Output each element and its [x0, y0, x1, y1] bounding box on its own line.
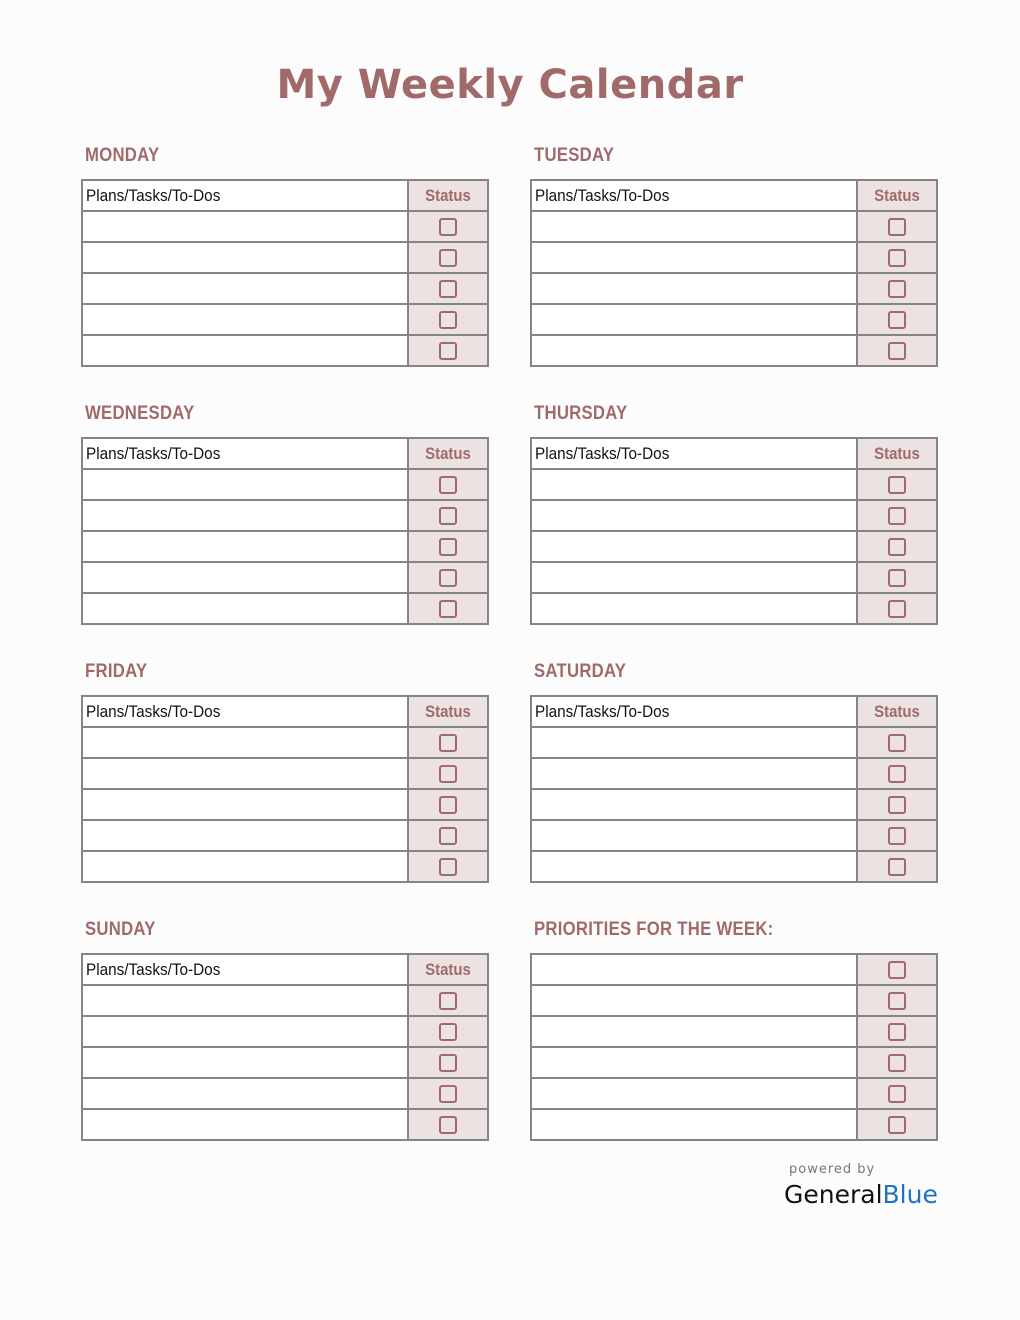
- status-checkbox[interactable]: [439, 827, 457, 845]
- day-block-saturday-label: SATURDAY: [534, 661, 627, 682]
- status-cell: [857, 985, 937, 1016]
- task-entry-field[interactable]: [82, 242, 408, 273]
- table-row: [531, 1016, 937, 1047]
- status-checkbox[interactable]: [888, 765, 906, 783]
- status-checkbox[interactable]: [888, 600, 906, 618]
- brand-blue: Blue: [882, 1180, 938, 1209]
- day-block-wednesday: [81, 403, 489, 625]
- task-header-text: Plans/Tasks/To-Dos: [535, 443, 670, 463]
- table-row: [531, 789, 937, 820]
- status-checkbox[interactable]: [888, 218, 906, 236]
- day-block-tuesday: [530, 145, 938, 367]
- table-row: [82, 273, 488, 304]
- status-cell: [408, 789, 488, 820]
- task-entry-field[interactable]: [531, 1078, 857, 1109]
- status-checkbox[interactable]: [439, 280, 457, 298]
- status-checkbox[interactable]: [439, 858, 457, 876]
- status-header-text: Status: [874, 701, 920, 721]
- status-checkbox[interactable]: [439, 992, 457, 1010]
- status-cell: [408, 562, 488, 593]
- table-row: [82, 727, 488, 758]
- status-checkbox[interactable]: [439, 765, 457, 783]
- generalblue-logo[interactable]: [784, 1180, 938, 1209]
- task-entry-field[interactable]: [531, 273, 857, 304]
- task-header-text: Plans/Tasks/To-Dos: [86, 959, 221, 979]
- task-column-header: [531, 696, 857, 727]
- status-cell: [857, 1047, 937, 1078]
- status-cell: [408, 335, 488, 366]
- day-block-sunday-table: [81, 953, 489, 1141]
- task-column-header: [531, 438, 857, 469]
- day-block-saturday: [530, 661, 938, 883]
- table-row: [531, 727, 937, 758]
- table-row: [531, 851, 937, 882]
- status-checkbox[interactable]: [888, 476, 906, 494]
- table-row: [82, 1016, 488, 1047]
- day-block-sunday: [81, 919, 489, 1141]
- table-row: [531, 531, 937, 562]
- status-checkbox[interactable]: [888, 311, 906, 329]
- status-cell: [857, 531, 937, 562]
- task-entry-field[interactable]: [82, 562, 408, 593]
- table-row: [82, 500, 488, 531]
- status-cell: [857, 789, 937, 820]
- table-row: [531, 1047, 937, 1078]
- status-cell: [857, 1109, 937, 1140]
- day-block-wednesday-table: [81, 437, 489, 625]
- task-entry-field[interactable]: [531, 562, 857, 593]
- header-row: [82, 180, 488, 211]
- status-checkbox[interactable]: [888, 734, 906, 752]
- table-row: [531, 211, 937, 242]
- day-block-saturday-table: [530, 695, 938, 883]
- status-cell: [408, 304, 488, 335]
- table-row: [531, 820, 937, 851]
- task-entry-field[interactable]: [531, 1047, 857, 1078]
- task-entry-field[interactable]: [82, 851, 408, 882]
- task-entry-field[interactable]: [82, 758, 408, 789]
- page-title: My Weekly Calendar: [276, 62, 744, 108]
- table-row: [82, 1047, 488, 1078]
- table-row: [82, 469, 488, 500]
- task-header-text: Plans/Tasks/To-Dos: [535, 701, 670, 721]
- task-entry-field[interactable]: [82, 789, 408, 820]
- day-block-friday-table: [81, 695, 489, 883]
- header-row: [531, 696, 937, 727]
- task-entry-field[interactable]: [82, 335, 408, 366]
- table-row: [531, 469, 937, 500]
- status-checkbox[interactable]: [888, 1116, 906, 1134]
- day-block-friday: [81, 661, 489, 883]
- status-cell: [857, 820, 937, 851]
- table-row: [82, 211, 488, 242]
- priorities-block-label: PRIORITIES FOR THE WEEK:: [534, 919, 774, 940]
- status-cell: [857, 1078, 937, 1109]
- task-entry-field[interactable]: [531, 469, 857, 500]
- status-checkbox[interactable]: [888, 1054, 906, 1072]
- task-entry-field[interactable]: [82, 469, 408, 500]
- status-header-text: Status: [425, 701, 471, 721]
- task-entry-field[interactable]: [531, 500, 857, 531]
- status-checkbox[interactable]: [888, 569, 906, 587]
- header-row: [531, 180, 937, 211]
- task-entry-field[interactable]: [531, 758, 857, 789]
- status-checkbox[interactable]: [439, 342, 457, 360]
- powered-by-text: powered by: [789, 1162, 876, 1177]
- day-block-thursday: [530, 403, 938, 625]
- header-row: [82, 954, 488, 985]
- table-row: [82, 985, 488, 1016]
- table-row: [531, 242, 937, 273]
- status-checkbox[interactable]: [888, 827, 906, 845]
- status-column-header: [408, 696, 488, 727]
- brand-general: General: [784, 1180, 883, 1209]
- task-entry-field[interactable]: [531, 531, 857, 562]
- status-checkbox[interactable]: [888, 507, 906, 525]
- day-block-tuesday-table: [530, 179, 938, 367]
- task-entry-field[interactable]: [82, 593, 408, 624]
- header-row: [531, 438, 937, 469]
- day-block-thursday-label: THURSDAY: [534, 403, 628, 424]
- header-row: [82, 696, 488, 727]
- status-checkbox[interactable]: [888, 1023, 906, 1041]
- status-cell: [408, 273, 488, 304]
- day-block-tuesday-label: TUESDAY: [534, 145, 615, 166]
- table-row: [82, 242, 488, 273]
- status-checkbox[interactable]: [439, 1085, 457, 1103]
- status-checkbox[interactable]: [439, 507, 457, 525]
- table-row: [82, 851, 488, 882]
- task-entry-field[interactable]: [531, 304, 857, 335]
- task-entry-field[interactable]: [531, 727, 857, 758]
- status-checkbox[interactable]: [439, 796, 457, 814]
- status-checkbox[interactable]: [439, 569, 457, 587]
- task-header-text: Plans/Tasks/To-Dos: [86, 701, 221, 721]
- status-checkbox[interactable]: [439, 311, 457, 329]
- status-cell: [408, 242, 488, 273]
- priorities-block: [530, 919, 938, 1141]
- task-column-header: [82, 696, 408, 727]
- status-column-header: [408, 954, 488, 985]
- status-cell: [408, 1016, 488, 1047]
- table-row: [531, 500, 937, 531]
- status-checkbox[interactable]: [888, 249, 906, 267]
- task-entry-field[interactable]: [82, 211, 408, 242]
- status-checkbox[interactable]: [888, 1085, 906, 1103]
- task-entry-field[interactable]: [531, 593, 857, 624]
- status-header-text: Status: [874, 443, 920, 463]
- task-entry-field[interactable]: [531, 820, 857, 851]
- status-checkbox[interactable]: [439, 218, 457, 236]
- status-checkbox[interactable]: [888, 342, 906, 360]
- status-cell: [408, 1078, 488, 1109]
- status-cell: [857, 727, 937, 758]
- status-checkbox[interactable]: [888, 796, 906, 814]
- status-cell: [857, 758, 937, 789]
- status-column-header: [857, 180, 937, 211]
- status-cell: [857, 242, 937, 273]
- status-cell: [408, 500, 488, 531]
- status-checkbox[interactable]: [439, 734, 457, 752]
- status-header-text: Status: [425, 443, 471, 463]
- task-entry-field[interactable]: [531, 1109, 857, 1140]
- table-row: [82, 335, 488, 366]
- task-entry-field[interactable]: [531, 242, 857, 273]
- table-row: [531, 562, 937, 593]
- table-row: [82, 820, 488, 851]
- task-header-text: Plans/Tasks/To-Dos: [86, 185, 221, 205]
- table-row: [531, 304, 937, 335]
- table-row: [531, 1109, 937, 1140]
- task-entry-field[interactable]: [531, 1016, 857, 1047]
- status-cell: [857, 335, 937, 366]
- table-row: [82, 531, 488, 562]
- task-entry-field[interactable]: [82, 820, 408, 851]
- table-row: [531, 335, 937, 366]
- status-cell: [857, 500, 937, 531]
- table-row: [531, 593, 937, 624]
- table-row: [531, 758, 937, 789]
- status-cell: [408, 820, 488, 851]
- status-cell: [857, 469, 937, 500]
- status-cell: [857, 211, 937, 242]
- status-checkbox[interactable]: [888, 858, 906, 876]
- status-column-header: [408, 180, 488, 211]
- status-cell: [408, 727, 488, 758]
- task-entry-field[interactable]: [531, 954, 857, 985]
- status-checkbox[interactable]: [439, 476, 457, 494]
- task-column-header: [82, 438, 408, 469]
- table-row: [82, 1078, 488, 1109]
- status-cell: [408, 531, 488, 562]
- table-row: [531, 273, 937, 304]
- task-header-text: Plans/Tasks/To-Dos: [535, 185, 670, 205]
- task-column-header: [82, 180, 408, 211]
- task-entry-field[interactable]: [531, 789, 857, 820]
- table-row: [82, 562, 488, 593]
- status-checkbox[interactable]: [888, 992, 906, 1010]
- task-entry-field[interactable]: [82, 531, 408, 562]
- status-cell: [408, 1047, 488, 1078]
- status-cell: [857, 851, 937, 882]
- table-row: [82, 758, 488, 789]
- status-cell: [408, 211, 488, 242]
- task-entry-field[interactable]: [82, 304, 408, 335]
- status-cell: [857, 593, 937, 624]
- status-column-header: [857, 438, 937, 469]
- day-block-monday: [81, 145, 489, 367]
- task-entry-field[interactable]: [531, 335, 857, 366]
- table-row: [82, 1109, 488, 1140]
- status-checkbox[interactable]: [439, 1116, 457, 1134]
- status-header-text: Status: [874, 185, 920, 205]
- table-row: [531, 985, 937, 1016]
- status-checkbox[interactable]: [888, 280, 906, 298]
- day-block-monday-table: [81, 179, 489, 367]
- status-cell: [408, 758, 488, 789]
- task-entry-field[interactable]: [82, 985, 408, 1016]
- task-entry-field[interactable]: [531, 985, 857, 1016]
- status-cell: [408, 985, 488, 1016]
- status-header-text: Status: [425, 959, 471, 979]
- table-row: [531, 1078, 937, 1109]
- status-checkbox[interactable]: [439, 1023, 457, 1041]
- task-entry-field[interactable]: [82, 273, 408, 304]
- task-entry-field[interactable]: [82, 727, 408, 758]
- task-entry-field[interactable]: [82, 500, 408, 531]
- task-entry-field[interactable]: [82, 1047, 408, 1078]
- day-block-monday-label: MONDAY: [85, 145, 160, 166]
- status-checkbox[interactable]: [888, 538, 906, 556]
- task-entry-field[interactable]: [82, 1016, 408, 1047]
- table-row: [531, 954, 937, 985]
- status-cell: [857, 954, 937, 985]
- status-cell: [857, 304, 937, 335]
- task-entry-field[interactable]: [531, 851, 857, 882]
- status-column-header: [408, 438, 488, 469]
- status-cell: [857, 1016, 937, 1047]
- task-entry-field[interactable]: [82, 1109, 408, 1140]
- task-header-text: Plans/Tasks/To-Dos: [86, 443, 221, 463]
- table-row: [82, 789, 488, 820]
- task-entry-field[interactable]: [82, 1078, 408, 1109]
- status-cell: [408, 1109, 488, 1140]
- day-block-sunday-label: SUNDAY: [85, 919, 156, 940]
- priorities-block-table: [530, 953, 938, 1141]
- status-checkbox[interactable]: [439, 249, 457, 267]
- table-row: [82, 593, 488, 624]
- status-checkbox[interactable]: [439, 1054, 457, 1072]
- header-row: [82, 438, 488, 469]
- task-entry-field[interactable]: [531, 211, 857, 242]
- day-block-thursday-table: [530, 437, 938, 625]
- status-cell: [408, 851, 488, 882]
- status-cell: [857, 562, 937, 593]
- status-checkbox[interactable]: [439, 600, 457, 618]
- status-cell: [408, 593, 488, 624]
- task-column-header: [82, 954, 408, 985]
- status-checkbox[interactable]: [439, 538, 457, 556]
- table-row: [82, 304, 488, 335]
- status-cell: [857, 273, 937, 304]
- status-checkbox[interactable]: [888, 961, 906, 979]
- day-block-friday-label: FRIDAY: [85, 661, 148, 682]
- status-column-header: [857, 696, 937, 727]
- status-cell: [408, 469, 488, 500]
- task-column-header: [531, 180, 857, 211]
- status-header-text: Status: [425, 185, 471, 205]
- day-block-wednesday-label: WEDNESDAY: [85, 403, 195, 424]
